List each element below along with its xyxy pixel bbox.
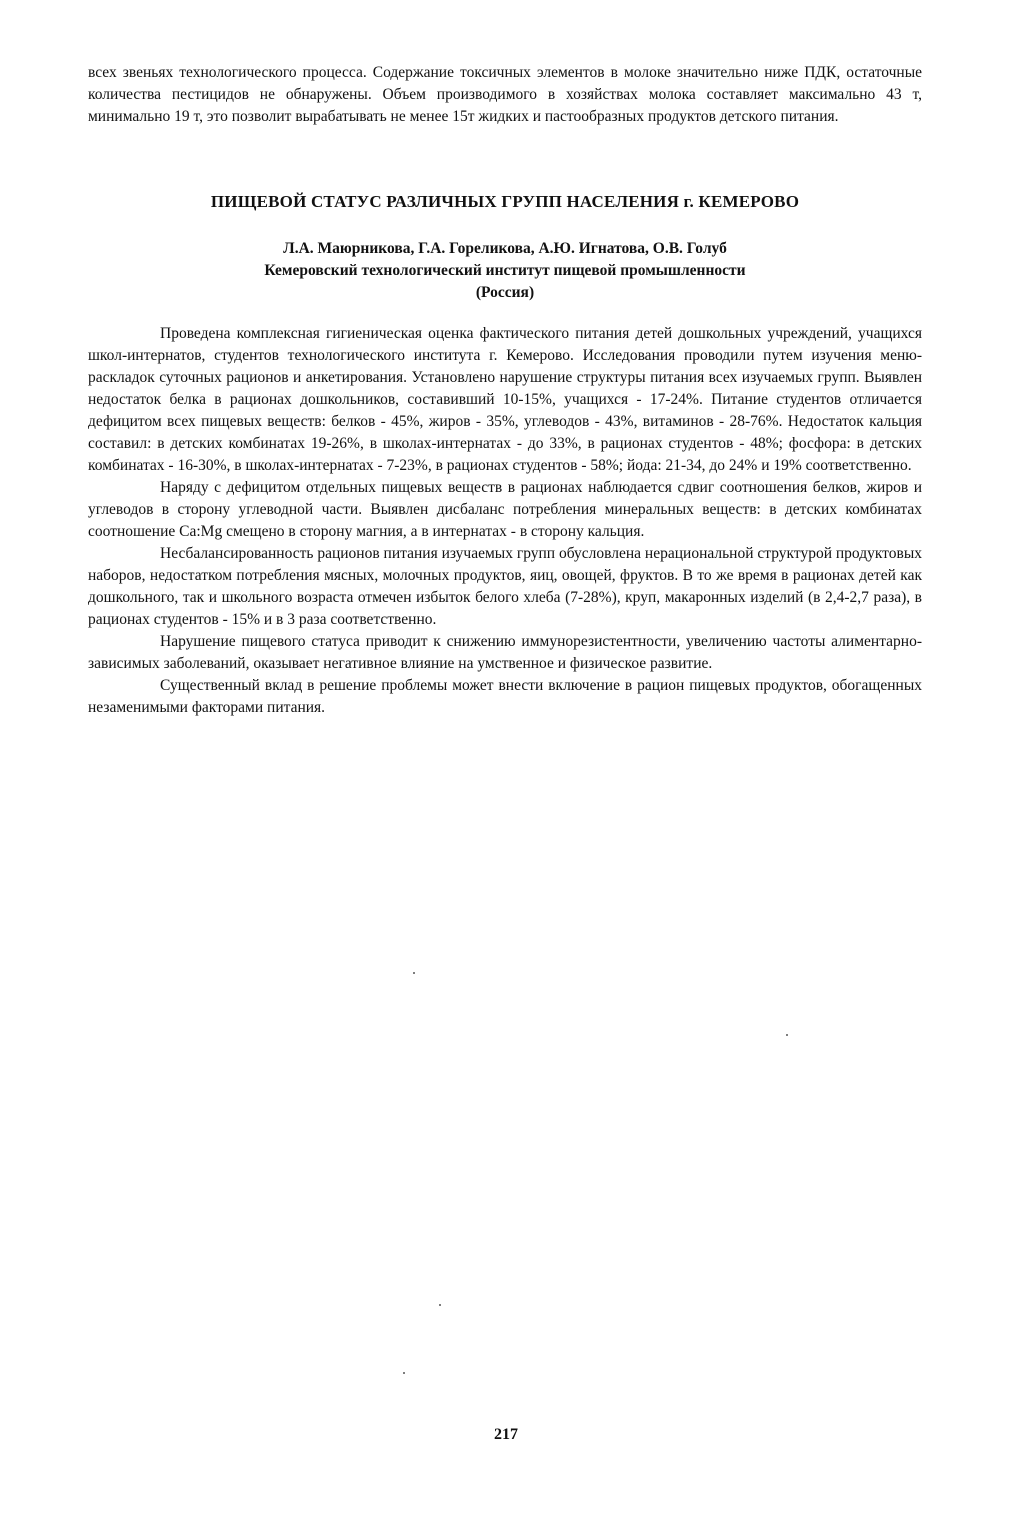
body-paragraph: Проведена комплексная гигиеническая оценка фактического питания детей дошкольных учреждений, учащихся школ-интернатов, студентов технологического института г. Кемерово. Исследования проводили путем изучения меню-раскладок суточных рационов и анкетирования. Установлено нарушение структуры питания всех изучаемых групп. Выявлен недостаток белка в рационах дошкольников, составивший 10-15%, учащихся - 17-24%. Питание студентов отличается дефицитом всех пищевых веществ: белков - 45%, жиров - 35%, углеводов - 43%, витаминов - 28-76%. Недостаток кальция составил: в детских комбинатах 19-26%, в школах-интернатах - до 33%, в рационах студентов - 48%; фосфора: в детских комбинатах - 16-30%, в школах-интернатах - 7-23%, в рационах студентов - 58%; йода: 21-34, до 24% и 19% соответственно. — [88, 325, 922, 474]
scan-speck — [413, 972, 415, 974]
scan-speck — [403, 1372, 405, 1374]
article-body — [88, 323, 922, 719]
article-byline — [88, 238, 922, 304]
intro-paragraph: всех звеньях технологического процесса. Содержание токсичных элементов в молоке значительно ниже ПДК, остаточные количества пестицидов не обнаружены. Объем производимого в хозяйствах молока составляет максимально 43 т, минимально 19 т, это позволит вырабатывать не менее 15т жидких и пастообразных продуктов детского питания. — [88, 64, 922, 125]
author-list: Л.А. Маюрникова, Г.А. Гореликова, А.Ю. Игнатова, О.В. Голуб — [283, 240, 727, 257]
scan-speck — [786, 1034, 788, 1036]
page-number: 217 — [494, 1426, 518, 1443]
article-title: ПИЩЕВОЙ СТАТУС РАЗЛИЧНЫХ ГРУПП НАСЕЛЕНИЯ г. КЕМЕРОВО — [210, 192, 800, 211]
body-paragraph: Нарушение пищевого статуса приводит к снижению иммунорезистентности, увеличению частоты алиментарно-зависимых заболеваний, оказывает негативное влияние на умственное и физическое развитие. — [88, 633, 922, 672]
scan-speck — [439, 1304, 441, 1306]
institution: Кемеровский технологический институт пищевой промышленности — [264, 262, 746, 279]
body-paragraph: Наряду с дефицитом отдельных пищевых веществ в рационах наблюдается сдвиг соотношения белков, жиров и углеводов в сторону углеводной части. Выявлен дисбаланс потребления минеральных веществ: в детских комбинатах соотношение Ca:Mg смещено в сторону магния, а в интернатах - в сторону кальция. — [88, 479, 922, 540]
body-paragraph: Несбалансированность рационов питания изучаемых групп обусловлена нерациональной структурой продуктовых наборов, недостатком потребления мясных, молочных продуктов, яиц, овощей, фруктов. В то же время в рационах детей как дошкольного, так и школьного возраста отмечен избыток белого хлеба (7-28%), круп, макаронных изделий (в 2,4-2,7 раза), в рационах студентов - 15% и в 3 раза соответственно. — [88, 545, 922, 628]
body-paragraph: Существенный вклад в решение проблемы может внести включение в рацион пищевых продуктов, обогащенных незаменимыми факторами питания. — [88, 677, 922, 716]
country: (Россия) — [475, 284, 535, 301]
